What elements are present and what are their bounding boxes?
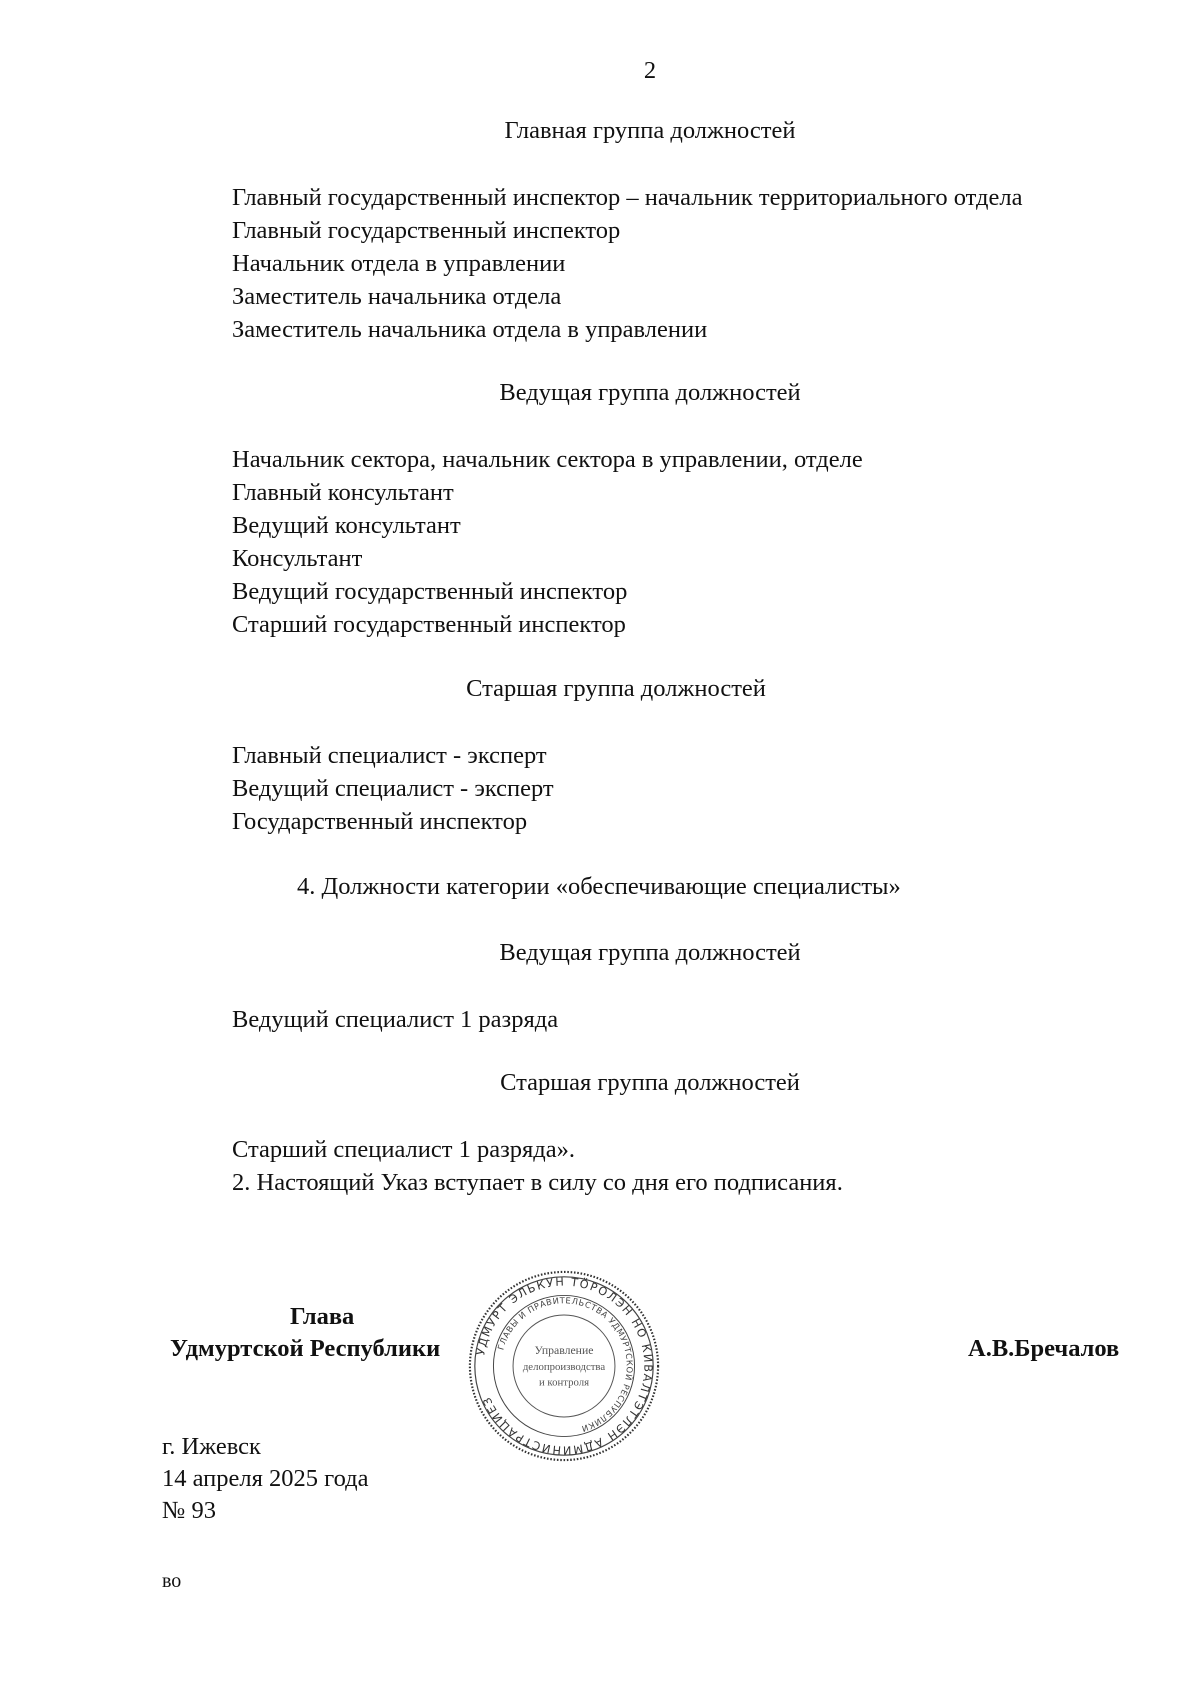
- list-item: Главный консультант: [232, 479, 454, 506]
- official-seal-stamp: [466, 1268, 662, 1464]
- signature-title-line2: Удмуртской Республики: [170, 1335, 441, 1362]
- stamp-inner-text: ГЛАВЫ И ПРАВИТЕЛЬСТВА УДМУРТСКОЙ РЕСПУБЛИКИ: [495, 1295, 635, 1435]
- list-item: Главный специалист - эксперт: [232, 742, 547, 769]
- stamp-outer-text: УДМУРТ ЭЛЬКУН ТӦРОЛЭН НО КИВАЛТЭТЛЭН АДМИНИСТРАЦИЕЗ: [474, 1275, 655, 1457]
- list-item: Ведущий консультант: [232, 512, 461, 539]
- section-list-main: [232, 181, 1022, 346]
- section-heading-leading: Ведущая группа должностей: [499, 379, 801, 406]
- list-item: Старший специалист 1 разряда».: [232, 1136, 575, 1163]
- section-list-support-senior: [232, 1133, 843, 1199]
- signatory-name: А.В.Бречалов: [968, 1335, 1120, 1362]
- section-heading-support-leading: Ведущая группа должностей: [499, 939, 801, 966]
- stamp-center-line3: и контроля: [538, 1376, 590, 1389]
- stamp-center-line1: Управление: [534, 1344, 594, 1358]
- page-number: 2: [643, 57, 657, 84]
- list-item: Старший государственный инспектор: [232, 611, 626, 638]
- list-item: Главный государственный инспектор: [232, 217, 621, 244]
- executor-initials: во: [162, 1570, 182, 1592]
- list-item: Начальник сектора, начальник сектора в управлении, отделе: [232, 446, 863, 473]
- section-list-support-leading: [232, 1003, 558, 1036]
- section-list-leading: [232, 443, 863, 641]
- list-item: Заместитель начальника отдела: [232, 283, 562, 310]
- section-list-senior: [232, 739, 554, 838]
- list-item: Государственный инспектор: [232, 808, 528, 835]
- section-heading-support-senior: Старшая группа должностей: [500, 1069, 800, 1096]
- city: г. Ижевск: [162, 1433, 261, 1460]
- list-item: Ведущий специалист - эксперт: [232, 775, 554, 802]
- list-item: Начальник отдела в управлении: [232, 250, 566, 277]
- list-item: Главный государственный инспектор – начальник территориального отдела: [232, 184, 1023, 211]
- section-heading-main: Главная группа должностей: [504, 117, 796, 144]
- stamp-center-line2: делопроизводства: [522, 1360, 606, 1373]
- list-item: Ведущий государственный инспектор: [232, 578, 628, 605]
- signature-title-line1: Глава: [290, 1303, 355, 1330]
- document-date: 14 апреля 2025 года: [162, 1465, 369, 1492]
- list-item: Консультант: [232, 545, 363, 572]
- list-item: Ведущий специалист 1 разряда: [232, 1006, 559, 1033]
- list-item: Заместитель начальника отдела в управлении: [232, 316, 708, 343]
- document-number: № 93: [162, 1497, 217, 1524]
- clause-2: 2. Настоящий Указ вступает в силу со дня его подписания.: [232, 1169, 843, 1196]
- section-heading-senior: Старшая группа должностей: [466, 675, 766, 702]
- category-4-title: 4. Должности категории «обеспечивающие специалисты»: [297, 873, 901, 900]
